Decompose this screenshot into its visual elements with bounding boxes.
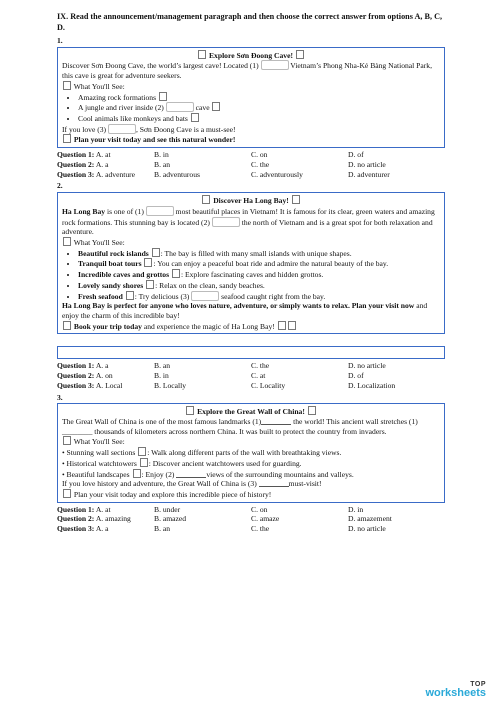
emoji-icon <box>63 489 71 498</box>
emoji-icon <box>126 291 134 300</box>
call-to-action: Book your trip today and experience the magic of Ha Long Bay! <box>62 321 440 332</box>
announcement-box-great-wall <box>57 403 445 502</box>
announcement-paragraph: If you love history and adventure, the Great Wall of China is (3) must-visit! <box>62 479 322 489</box>
emoji-icon <box>292 195 300 204</box>
what-youll-see-label: What You'll See: <box>62 436 440 447</box>
blank-input[interactable] <box>261 60 289 70</box>
list-item: • Tranquil boat tours : You can enjoy a peaceful boat ride and admire the natural beauty of the bay. <box>78 258 440 269</box>
announcement-box-ha-long <box>57 192 445 334</box>
announcement-paragraph: Discover Sơn Đoong Cave, the world’s largest cave! Located (1) Vietnam’s Phong Nha-Kẻ Bàng National Park, this cave is great for adventure seekers. <box>62 61 432 81</box>
emoji-icon <box>212 102 220 111</box>
emoji-icon <box>133 469 141 478</box>
announcement-paragraph: The Great Wall of China is one of the most famous landmarks (1) the world! This ancient wall stretches (1) ________ thousands of kilometers across northern China. It was built to protect the country from invaders. <box>62 417 418 436</box>
question-row: Question 1: A. at B. under C. on D. in <box>57 504 364 514</box>
emoji-icon <box>308 406 316 415</box>
exercise-heading: IX. Read the announcement/management paragraph and then choose the correct answer from options A, B, C, D. <box>57 12 443 32</box>
announcement-title: Explore Sơn Đoong Cave! <box>62 50 440 61</box>
emoji-icon <box>296 50 304 59</box>
announcement-paragraph: Ha Long Bay is perfect for anyone who loves nature, adventure, or simply wants to relax. Plan your visit now and enjoy the charm of this incredible bay! <box>62 301 428 320</box>
options-table <box>57 150 445 179</box>
list-item: • Beautiful landscapes : Enjoy (2) views of the surrounding mountains and valleys. <box>62 469 354 479</box>
emoji-icon <box>138 447 146 456</box>
question-row: Question 2: A. on B. in C. at D. of <box>57 371 364 381</box>
blank-line[interactable] <box>176 470 206 478</box>
logo-bottom-text: worksheets <box>425 687 486 699</box>
announcement-paragraph: Ha Long Bay is one of (1) most beautiful places in Vietnam! It is famous for its clear, green waters and amazing rock formations. This stunning bay is located (2) the north of Vietnam and is a great spot for both relaxation and adventure. <box>62 206 435 237</box>
question-row: Question 3: A. a B. an C. the D. no article <box>57 524 386 534</box>
emoji-icon <box>202 195 210 204</box>
emoji-icon <box>63 237 71 246</box>
emoji-icon <box>278 321 286 330</box>
emoji-icon <box>159 92 167 101</box>
emoji-icon <box>152 248 160 257</box>
emoji-icon <box>144 258 152 267</box>
emoji-icon <box>186 406 194 415</box>
emoji-icon <box>198 50 206 59</box>
question-row: Question 1: A. at B. in C. on D. of <box>57 150 364 160</box>
blank-input[interactable] <box>212 217 240 227</box>
list-item: • Cool animals like monkeys and bats <box>78 113 440 124</box>
what-youll-see-label: What You'll See: <box>62 81 440 92</box>
list-item: • Historical watchtowers : Discover ancient watchtowers used for guarding. <box>62 458 302 468</box>
emoji-icon <box>172 269 180 278</box>
emoji-icon <box>63 81 71 90</box>
blank-input[interactable] <box>108 124 136 134</box>
question-row: Question 3: A. adventure B. adventurous C. adventurously D. adventurer <box>57 169 390 179</box>
blank-input[interactable] <box>146 206 174 216</box>
list-item: • A jungle and river inside (2) cave <box>78 102 440 113</box>
emoji-icon <box>288 321 296 330</box>
question-row: Question 1: A. a B. an C. the D. no article <box>57 361 386 371</box>
section-number: 3. <box>57 392 63 402</box>
list-item: • Amazing rock formations <box>78 92 440 103</box>
call-to-action: Plan your visit today and see this natural wonder! <box>62 134 440 145</box>
what-youll-see-label: What You'll See: <box>62 237 440 248</box>
blank-input[interactable] <box>166 102 194 112</box>
list-item: • Incredible caves and grottos : Explore fascinating caves and hidden grottos. <box>78 269 440 280</box>
announcement-title: Explore the Great Wall of China! <box>62 406 440 417</box>
feature-list <box>62 248 440 302</box>
emoji-icon <box>63 134 71 143</box>
options-table <box>57 505 445 534</box>
question-row: Question 2: A. a B. an C. the D. no article <box>57 159 386 169</box>
emoji-icon <box>140 458 148 467</box>
call-to-action: Plan your visit today and explore this incredible piece of history! <box>62 489 440 500</box>
logo-top-text: TOP <box>470 681 486 688</box>
options-table <box>57 361 445 390</box>
list-item: • Fresh seafood : Try delicious (3) seafood caught right from the bay. <box>78 291 440 302</box>
announcement-paragraph: If you love (3) , Sơn Đoong Cave is a must-see! <box>62 124 236 134</box>
emoji-icon <box>63 321 71 330</box>
emoji-icon <box>63 436 71 445</box>
question-row: Question 2: A. amazing B. amazed C. amaze D. amazement <box>57 514 392 524</box>
blank-line[interactable] <box>261 417 291 425</box>
blank-input[interactable] <box>191 291 219 301</box>
feature-list <box>62 92 440 124</box>
topworksheets-logo <box>425 681 486 699</box>
section-number: 1. <box>57 36 63 45</box>
list-item: • Beautiful rock islands : The bay is filled with many small islands with unique shapes. <box>78 248 440 259</box>
list-item: • Lovely sandy shores : Relax on the clean, sandy beaches. <box>78 280 440 291</box>
empty-answer-box[interactable] <box>57 346 445 359</box>
blank-line[interactable] <box>259 479 289 487</box>
section-number: 2. <box>57 181 63 191</box>
question-row: Question 3: A. Local B. Locally C. Locality D. Localization <box>57 380 396 390</box>
list-item: • Stunning wall sections : Walk along different parts of the wall with breathtaking views. <box>62 448 342 458</box>
announcement-title: Discover Ha Long Bay! <box>62 195 440 206</box>
announcement-box-son-doong <box>57 47 445 148</box>
emoji-icon <box>191 113 199 122</box>
emoji-icon <box>146 280 154 289</box>
worksheet-page <box>57 12 445 536</box>
